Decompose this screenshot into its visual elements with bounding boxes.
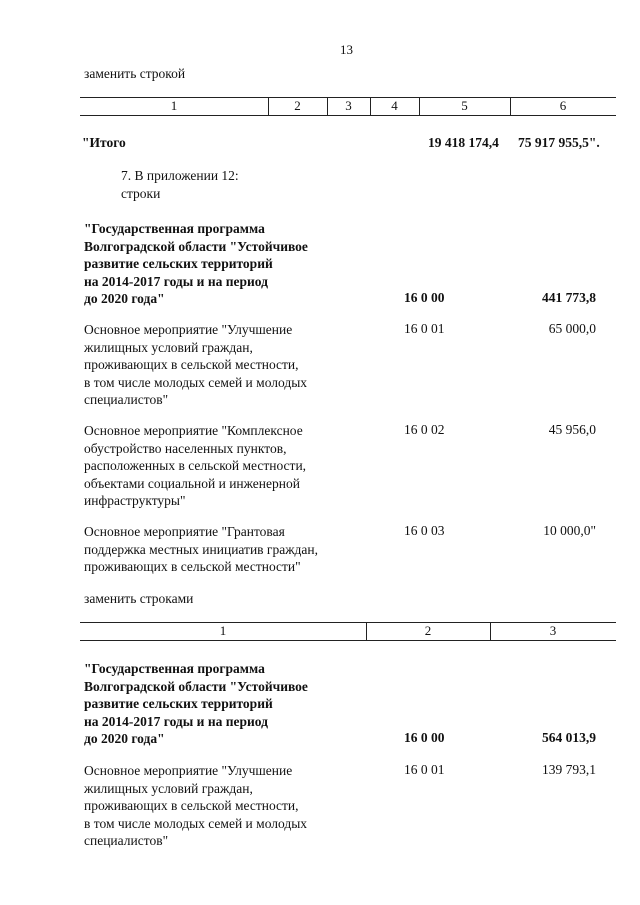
text-line: Основное мероприятие "Комплексное [84, 423, 303, 438]
section-sub: строки [121, 186, 161, 201]
new-row-1-value: 139 793,1 [542, 762, 596, 777]
table2-bottom-rule [80, 640, 616, 641]
new-row-1-code: 16 0 01 [404, 762, 445, 777]
old-row-1-text [84, 321, 307, 409]
new-row-0-code: 16 0 00 [404, 730, 445, 745]
table2-col-1: 1 [219, 623, 227, 638]
old-row-3-value: 10 000,0" [543, 523, 596, 538]
old-row-3-code: 16 0 03 [404, 523, 445, 538]
old-row-0-code: 16 0 00 [404, 290, 445, 305]
text-line: обустройство населенных пунктов, [84, 440, 287, 456]
text-line: Волгоградской области "Устойчивое [84, 678, 308, 694]
old-row-1-value: 65 000,0 [548, 321, 596, 336]
table2-col-3: 3 [549, 623, 557, 638]
text-line: до 2020 года" [84, 731, 165, 746]
text-line: поддержка местных инициатив граждан, [84, 541, 319, 557]
text-line: в том числе молодых семей и молодых [84, 815, 308, 831]
text-line: объектами социальной и инженерной [84, 475, 300, 491]
text-line: "Государственная программа [84, 221, 265, 236]
table1-col-5: 5 [461, 98, 468, 113]
old-row-2-text [84, 422, 306, 510]
text-line: развитие сельских территорий [84, 696, 273, 711]
new-row-0-text [84, 660, 308, 748]
new-row-0-value: 564 013,9 [542, 730, 596, 745]
table1-col-3: 3 [345, 98, 352, 113]
table1-col-1: 1 [170, 98, 178, 113]
text-line: до 2020 года" [84, 291, 165, 306]
page-number: 13 [340, 42, 353, 57]
text-line: Основное мероприятие "Улучшение [84, 322, 293, 337]
text-line: Волгоградской области "Устойчивое [84, 238, 308, 254]
old-row-0-value: 441 773,8 [542, 290, 596, 305]
table1-col-4: 4 [391, 98, 398, 113]
section-heading: 7. В приложении 12: [121, 168, 239, 183]
old-row-2-code: 16 0 02 [404, 422, 445, 437]
table2-col-2: 2 [424, 623, 432, 638]
text-line: проживающих в сельской местности" [84, 559, 301, 574]
text-line: Основное мероприятие "Улучшение [84, 763, 293, 778]
text-line: Основное мероприятие "Грантовая [84, 524, 285, 539]
old-row-2-value: 45 956,0 [548, 422, 596, 437]
text-line: "Государственная программа [84, 661, 265, 676]
total-col6: 75 917 955,5". [518, 135, 600, 150]
text-line: в том числе молодых семей и молодых [84, 374, 308, 390]
table1-bottom-rule [80, 115, 616, 116]
old-row-1-code: 16 0 01 [404, 321, 445, 336]
new-row-1-text [84, 762, 307, 850]
table1-col-6: 6 [559, 98, 567, 113]
text-line: проживающих в сельской местности, [84, 798, 299, 813]
replace-instruction-plural: заменить строками [84, 591, 194, 606]
text-line: проживающих в сельской местности, [84, 357, 299, 372]
table1-col-2: 2 [294, 98, 301, 113]
text-line: специалистов" [84, 392, 169, 407]
text-line: расположенных в сельской местности, [84, 458, 307, 473]
text-line: развитие сельских территорий [84, 256, 273, 271]
text-line: жилищных условий граждан, [84, 339, 253, 355]
text-line: на 2014-2017 годы и на период [84, 713, 268, 729]
old-row-3-text [84, 523, 318, 576]
text-line: инфраструктуры" [84, 493, 186, 508]
total-col5: 19 418 174,4 [428, 135, 499, 150]
text-line: на 2014-2017 годы и на период [84, 273, 268, 289]
old-row-0-text [84, 220, 308, 308]
text-line: жилищных условий граждан, [84, 780, 253, 796]
total-label: "Итого [82, 135, 126, 150]
replace-instruction: заменить строкой [84, 66, 186, 81]
text-line: специалистов" [84, 833, 169, 848]
